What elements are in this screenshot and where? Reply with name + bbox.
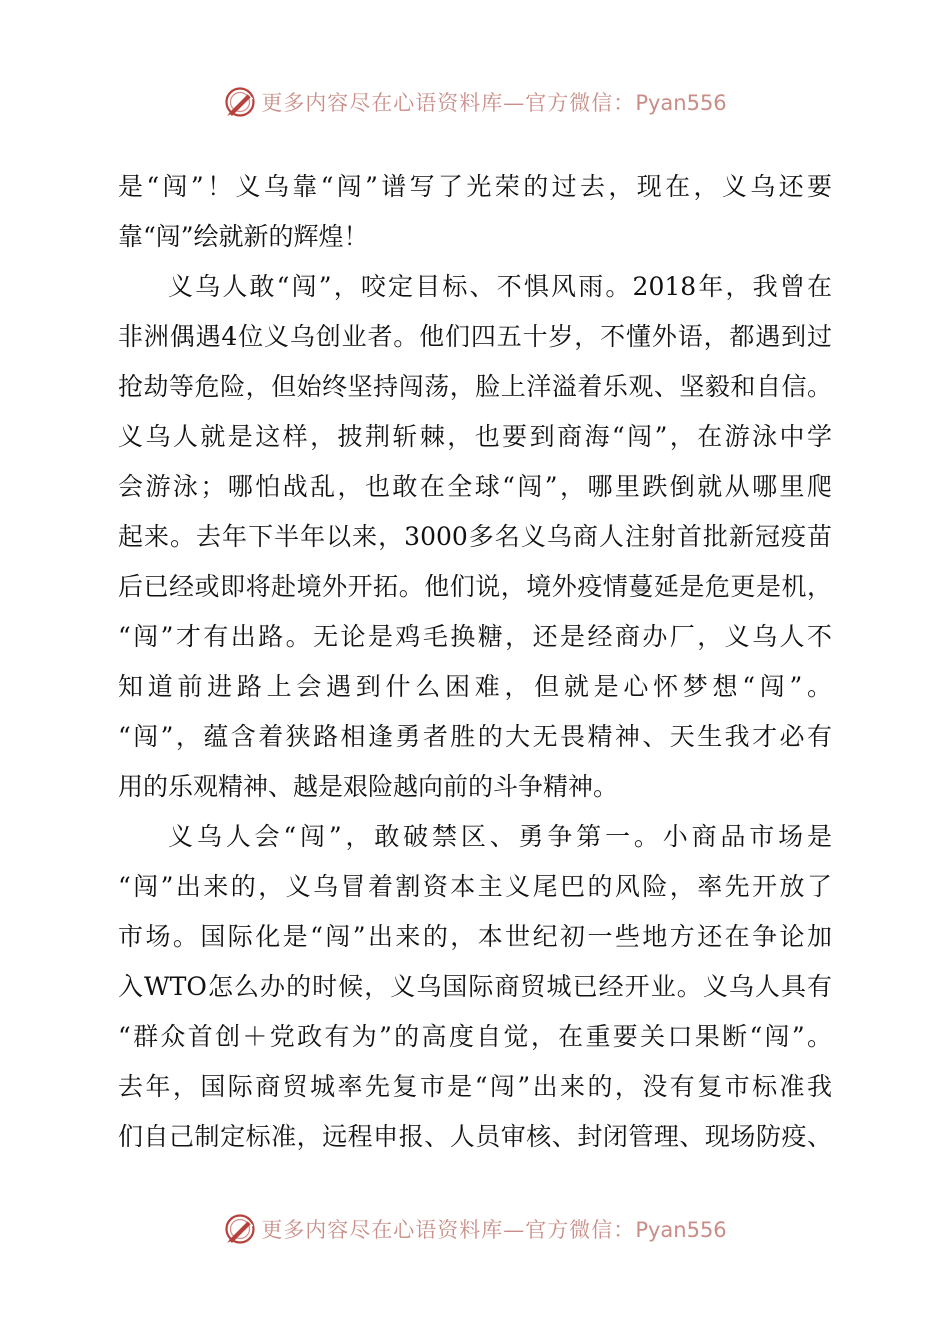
text-line-content: 是“闯”！义乌靠“闯”谱写了光荣的过去，现在，义乌还要 [118,172,832,201]
text-line-content: 们自己制定标准，远程申报、人员审核、封闭管理、现场防疫、 [118,1122,832,1151]
text-line [0,262,950,312]
text-line [0,962,950,1012]
text-line [0,212,950,262]
text-line-content: 知道前进路上会遇到什么困难，但就是心怀梦想“闯”。 [118,672,832,701]
text-line-content: “闯”，蕴含着狭路相逢勇者胜的大无畏精神、天生我才必有 [118,722,832,751]
watermark-text [261,1214,726,1244]
text-line [0,412,950,462]
text-line-content: 抢劫等危险，但始终坚持闯荡，脸上洋溢着乐观、坚毅和自信。 [118,372,832,401]
paragraph [0,162,950,262]
text-line-content: 用的乐观精神、越是艰险越向前的斗争精神。 [118,772,619,801]
text-line [0,362,950,412]
pen-nib-logo-icon [223,85,257,119]
paragraph [0,262,950,812]
text-line-content: 义乌人就是这样，披荆斩棘，也要到商海“闯”，在游泳中学 [118,422,832,451]
text-line-content: 后已经或即将赴境外开拓。他们说，境外疫情蔓延是危更是机， [118,572,832,601]
text-line-content: 非洲偶遇4位义乌创业者。他们四五十岁，不懂外语，都遇到过 [118,322,832,351]
text-line-content: 入WTO怎么办的时候，义乌国际商贸城已经开业。义乌人具有 [118,972,832,1001]
text-line-content: 义乌人会“闯”，敢破禁区、勇争第一。小商品市场是 [168,822,832,851]
text-line [0,462,950,512]
text-line-content: “闯”出来的，义乌冒着割资本主义尾巴的风险，率先开放了 [118,872,832,901]
text-line-content: 去年，国际商贸城率先复市是“闯”出来的，没有复市标准我 [118,1072,832,1101]
text-line [0,512,950,562]
text-line [0,1062,950,1112]
text-line-content: 市场。国际化是“闯”出来的，本世纪初一些地方还在争论加 [118,922,832,951]
watermark-wechat-id: Pyan556 [635,1218,727,1242]
text-line [0,612,950,662]
text-line [0,712,950,762]
text-line [0,562,950,612]
text-line [0,912,950,962]
watermark-text [261,87,726,117]
text-line [0,662,950,712]
text-line-content: “群众首创＋党政有为”的高度自觉，在重要关口果断“闯”。 [118,1022,832,1051]
text-line [0,162,950,212]
text-line [0,812,950,862]
document-body [0,162,950,1162]
text-line-content: “闯”才有出路。无论是鸡毛换糖，还是经商办厂，义乌人不 [118,622,832,651]
paragraph [0,812,950,1162]
pen-nib-logo-icon [223,1212,257,1246]
text-line-content: 起来。去年下半年以来，3000多名义乌商人注射首批新冠疫苗 [118,522,832,551]
text-line-content: 靠“闯”绘就新的辉煌！ [118,222,369,251]
text-line [0,1012,950,1062]
text-line-content: 义乌人敢“闯”，咬定目标、不惧风雨。2018年，我曾在 [168,272,832,301]
text-line [0,762,950,812]
text-line [0,1112,950,1162]
footer-watermark [0,1209,950,1249]
watermark-wechat-id: Pyan556 [635,91,727,115]
text-line-content: 会游泳；哪怕战乱，也敢在全球“闯”，哪里跌倒就从哪里爬 [118,472,832,501]
text-line [0,862,950,912]
header-watermark [0,82,950,122]
text-line [0,312,950,362]
watermark-prefix: 更多内容尽在心语资料库—官方微信： [261,1218,636,1242]
watermark-prefix: 更多内容尽在心语资料库—官方微信： [261,91,636,115]
